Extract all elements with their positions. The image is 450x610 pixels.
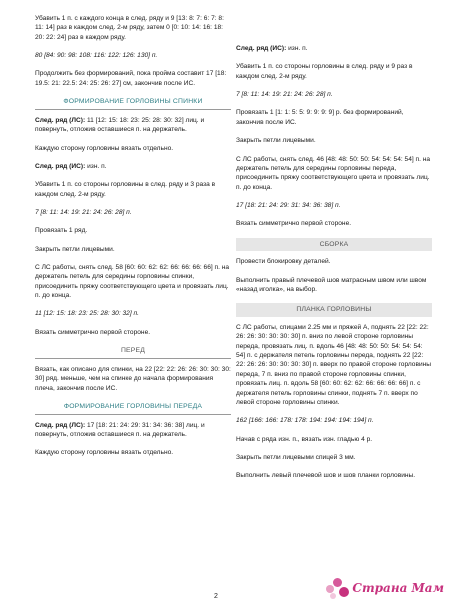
watermark-text: Страна Мам	[352, 581, 444, 595]
row-text: изн. п.	[286, 45, 308, 52]
watermark-logo-icon	[324, 575, 348, 601]
row-text: изн. п.	[85, 162, 107, 170]
left-column	[35, 14, 231, 458]
paragraph: Вязать симметрично первой стороне.	[236, 220, 352, 228]
stitch-count: 162 [166: 166: 178: 178: 194: 194: 194: 194] п.	[236, 417, 374, 425]
section-heading-neckband: ПЛАНКА ГОРЛОВИНЫ	[236, 303, 432, 317]
right-column	[236, 44, 432, 481]
paragraph: С ЛС работы, снять след. 46 [48: 48: 50: 50: 54: 54: 54: 54] п. на держатель петель для середины горловины переда, присоединить пряжу соответствующего цвета и провязать лиц. п. до конца.	[236, 155, 431, 191]
paragraph	[35, 162, 231, 171]
row-text: 11 [12: 15: 18: 23: 25: 28: 30: 32] лиц. и повернуть, отложив оставшиеся п. на держатель.	[35, 116, 205, 134]
section-heading-assembly: СБОРКА	[236, 238, 432, 252]
stitch-count: 17 [18: 21: 24: 29: 31: 34: 36: 38] п.	[236, 201, 341, 209]
paragraph: Выполнить левый плечевой шов и шов планки горловины.	[236, 472, 416, 480]
paragraph: Каждую сторону горловины вязать отдельно.	[35, 144, 174, 152]
section-heading-front-neck: ФОРМИРОВАНИЕ ГОРЛОВИНЫ ПЕРЕДА	[35, 402, 231, 415]
paragraph: Закрыть петли лицевыми спицей 3 мм.	[236, 453, 356, 461]
paragraph: Продолжить без формирований, пока пройма составит 17 [18: 19.5: 21: 22.5: 24: 25: 26: 27] см, закончив после ИС.	[35, 70, 227, 87]
paragraph: Убавить 1 п. со стороны горловины в след. ряду и 3 раза в каждом след. 2-м ряду.	[35, 181, 216, 198]
paragraph: Вязать симметрично первой стороне.	[35, 328, 151, 336]
paragraph: Выполнить правый плечевой шов матрасным швом или швом «назад иголка», на выбор.	[236, 276, 427, 294]
paragraph: Закрыть петли лицевыми.	[236, 137, 316, 145]
paragraph: Убавить 1 п. с каждого конца в след. ряду и 9 [13: 8: 7: 6: 7: 8: 11: 14] раз в каждом след. 2-м ряду, затем 0 [0: 10: 14: 16: 18: 20: 22: 24] раз в каждом ряду.	[35, 15, 224, 41]
stitch-count: 80 [84: 90: 98: 108: 116: 122: 126: 130] п.	[35, 52, 158, 60]
paragraph: Каждую сторону горловины вязать отдельно.	[35, 449, 174, 457]
section-heading-back-neck: ФОРМИРОВАНИЕ ГОРЛОВИНЫ СПИНКИ	[35, 97, 231, 110]
paragraph: Провести блокировку деталей.	[236, 258, 331, 266]
stitch-count: 7 [8: 11: 14: 19: 21: 24: 26: 28] п.	[236, 91, 333, 99]
paragraph	[35, 116, 231, 135]
row-label: След. ряд (ЛС):	[35, 116, 86, 124]
paragraph: Провязать 1 [1: 1: 5: 5: 9: 9: 9: 9] р. без формирований, закончив после ИС.	[236, 109, 404, 126]
section-heading-front: ПЕРЕД	[35, 346, 231, 359]
row-label: След. ряд (ИС):	[236, 45, 287, 52]
paragraph: Вязать, как описано для спинки, на 22 [22: 22: 26: 26: 30: 30: 30: 30] ряд. меньше, чем на спинке до начала формирования плеча, закончив после ИС.	[35, 365, 231, 392]
paragraph: С ЛС работы, снять след. 58 [60: 60: 62: 62: 66: 66: 66: 66] п. на держатель петель для середины горловины спинки, присоединить пряжу соответствующего цвета и провязать лиц. п. до конца.	[35, 264, 230, 300]
watermark	[324, 572, 444, 604]
paragraph: Провязать 1 ряд.	[35, 227, 88, 235]
paragraph: С ЛС работы, спицами 2.25 мм и пряжей А, поднять 22 [22: 22: 26: 26: 30: 30: 30: 30] п. вниз по левой стороне горловины переда, провязать лиц. п. вдоль 46 [48: 48: 50: 50: 54: 54: 54: 54] п. с держателя петель горловины переда, поднять 22 [22: 22: 26: 26: 30: 30: 30: 30] п. вверх по правой стороне горловины переда, 7 п. вниз по правой стороне горловины спинки, провязать лиц. п. вдоль 58 [60: 60: 62: 62: 66: 66: 66: 66] п. с держателя петель горловины спинки, поднять 7 п. вверх по левой стороне горловины спинки.	[236, 324, 432, 406]
paragraph	[236, 44, 432, 53]
page-number: 2	[214, 593, 218, 600]
stitch-count: 7 [8: 11: 14: 19: 21: 24: 26: 28] п.	[35, 208, 132, 216]
stitch-count: 11 [12: 15: 18: 23: 25: 28: 30: 32] п.	[35, 310, 139, 318]
paragraph: Убавить 1 п. со стороны горловины в след. ряду и 9 раз в каждом след. 2-м ряду.	[236, 63, 413, 80]
row-text: 17 [18: 21: 24: 29: 31: 34: 36: 38] лиц. и повернуть, отложив оставшиеся п. на держатель.	[35, 421, 205, 438]
paragraph: Закрыть петли лицевыми.	[35, 245, 115, 253]
row-label: След. ряд (ЛС):	[35, 421, 86, 429]
row-label: След. ряд (ИС):	[35, 162, 86, 170]
paragraph	[35, 421, 231, 440]
paragraph: Начав с ряда изн. п., вязать изн. гладью 4 р.	[236, 435, 373, 443]
